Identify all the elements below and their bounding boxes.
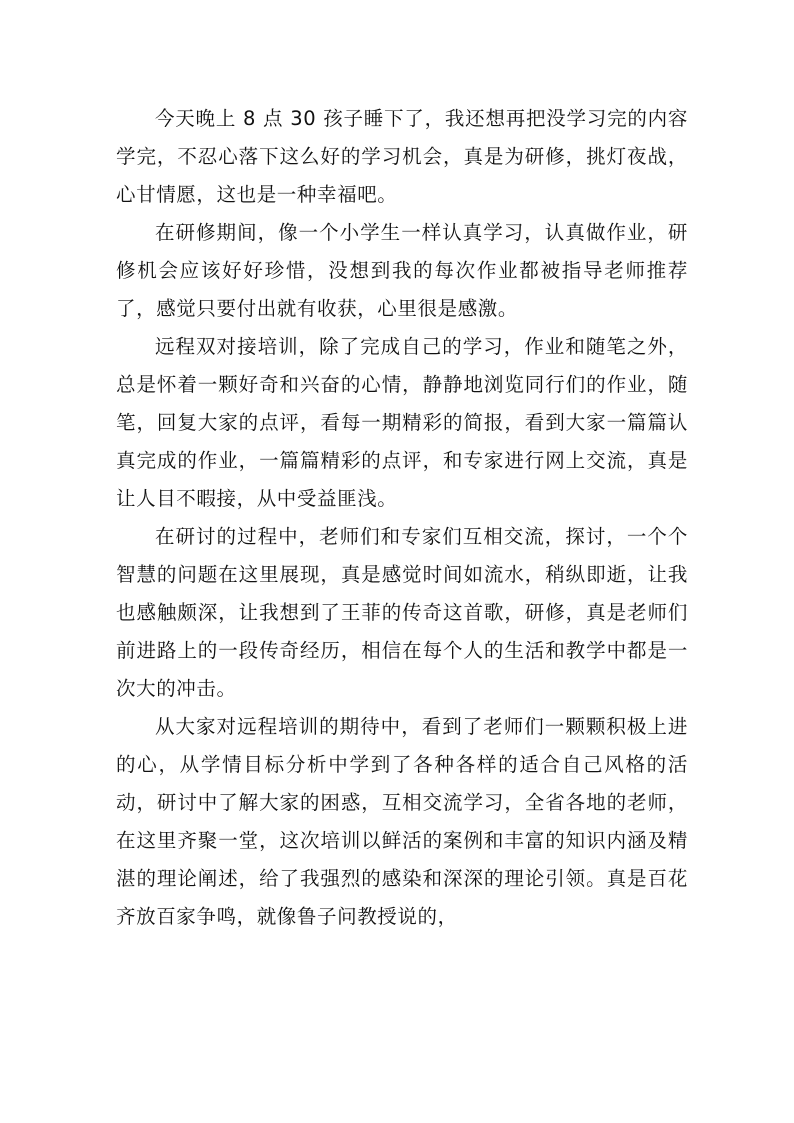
paragraph-2: 在研修期间，像一个小学生一样认真学习，认真做作业，研修机会应该好好珍惜，没想到我的每次作业都被指导老师推荐了，感觉只要付出就有收获，心里很是感激。 [116, 221, 688, 320]
paragraph-3: 远程双对接培训，除了完成自己的学习，作业和随笔之外，总是怀着一颗好奇和兴奋的心情，静静地浏览同行们的作业，随笔，回复大家的点评，看每一期精彩的简报，看到大家一篇篇认真完成的作业，一篇篇精彩的点评，和专家进行网上交流，真是让人目不暇接，从中受益匪浅。 [116, 335, 688, 510]
paragraph-4: 在研讨的过程中，老师们和专家们互相交流，探讨，一个个智慧的问题在这里展现，真是感觉时间如流水，稍纵即逝，让我也感触颇深，让我想到了王菲的传奇这首歌，研修，真是老师们前进路上的一段传奇经历，相信在每个人的生活和教学中都是一次大的冲击。 [116, 525, 688, 700]
body-text [116, 100, 688, 936]
paragraph-5: 从大家对远程培训的期待中，看到了老师们一颗颗积极上进的心，从学情目标分析中学到了各种各样的适合自己风格的活动，研讨中了解大家的困惑，互相交流学习，全省各地的老师，在这里齐聚一堂，这次培训以鲜活的案例和丰富的知识内涵及精湛的理论阐述，给了我强烈的感染和深深的理论引领。真是百花齐放百家争鸣，就像鲁子问教授说的， [116, 715, 688, 928]
paragraph-1: 今天晚上 8 点 30 孩子睡下了，我还想再把没学习完的内容学完，不忍心落下这么好的学习机会，真是为研修，挑灯夜战，心甘情愿，这也是一种幸福吧。 [116, 107, 688, 206]
